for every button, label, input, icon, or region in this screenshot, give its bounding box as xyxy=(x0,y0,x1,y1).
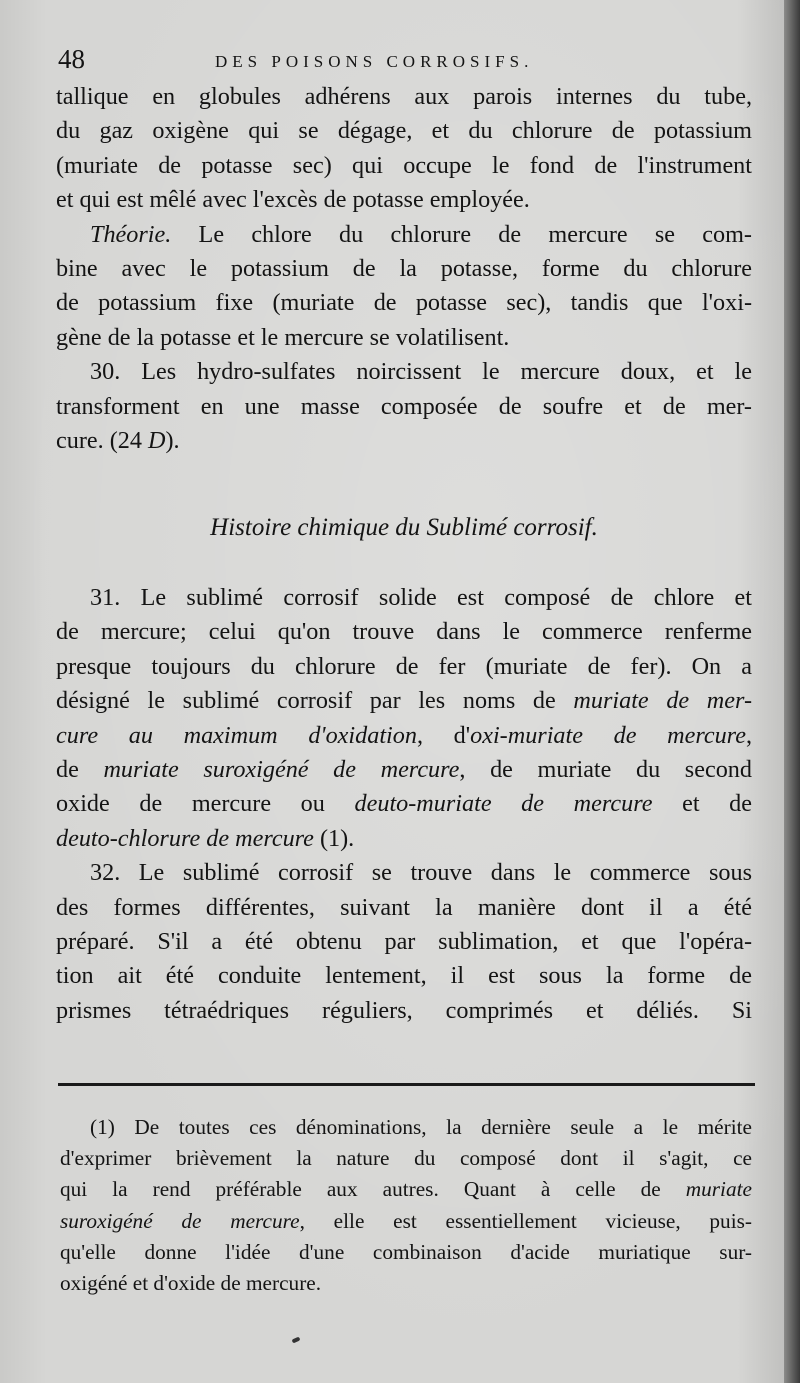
text-line: bine avec le potassium de la potasse, forme du chlorure xyxy=(56,254,752,282)
text-line: de mercure; celui qu'on trouve dans le commerce renferme xyxy=(56,618,752,646)
text-line: de potassium fixe (muriate de potasse sec), tandis que l'oxi- xyxy=(56,289,752,317)
text-line: cure au maximum d'oxidation, d'oxi-muriate de mercure, xyxy=(56,721,752,749)
text-line: presque toujours du chlorure de fer (muriate de fer). On a xyxy=(56,652,752,680)
text-line: et qui est mêlé avec l'excès de potasse employée. xyxy=(56,186,530,214)
text-line: du gaz oxigène qui se dégage, et du chlorure de potassium xyxy=(56,117,752,145)
page-edge-shadow xyxy=(784,0,800,1383)
section-heading: Histoire chimique du Sublimé corrosif. xyxy=(210,514,598,541)
text-line: tion ait été conduite lentement, il est sous la forme de xyxy=(56,962,752,990)
text-line: transforment en une masse composée de soufre et de mer- xyxy=(56,392,752,420)
text-line: tallique en globules adhérens aux parois internes du tube, xyxy=(56,83,752,110)
footnote-line: suroxigéné de mercure, elle est essentiellement vicieuse, puis- xyxy=(60,1208,752,1233)
text-line: Théorie. Le chlore du chlorure de mercure se com- xyxy=(90,220,752,248)
running-head xyxy=(58,44,758,80)
text-line: 31. Le sublimé corrosif solide est composé de chlore et xyxy=(90,584,752,611)
text-line: deuto-chlorure de mercure (1). xyxy=(56,824,355,852)
footnote-line: oxigéné et d'oxide de mercure. xyxy=(60,1270,322,1295)
body-text-bottom xyxy=(56,581,752,1028)
text-line: des formes différentes, suivant la manière dont il a été xyxy=(56,893,752,921)
page-number: 48 xyxy=(58,44,85,74)
text-line: cure. (24 D). xyxy=(56,426,180,454)
footnote-divider xyxy=(58,1083,755,1086)
footnote-line: qu'elle donne l'idée d'une combinaison d'acide muriatique sur- xyxy=(60,1239,752,1264)
body-text-top xyxy=(56,80,752,458)
text-line: 32. Le sublimé corrosif se trouve dans le commerce sous xyxy=(90,859,752,887)
ink-speck xyxy=(292,1336,301,1343)
footnote xyxy=(60,1112,752,1299)
text-line: gène de la potasse et le mercure se volatilisent. xyxy=(56,323,510,351)
running-title: DES POISONS CORROSIFS. xyxy=(215,52,534,71)
text-line: prismes tétraédriques réguliers, comprimés et déliés. Si xyxy=(56,996,752,1024)
text-line: de muriate suroxigéné de mercure, de muriate du second xyxy=(56,755,752,783)
footnote-line: d'exprimer brièvement la nature du composé dont il s'agit, ce xyxy=(60,1146,752,1171)
text-line: oxide de mercure ou deuto-muriate de mercure et de xyxy=(56,790,752,818)
footnote-line: (1) De toutes ces dénominations, la dernière seule a le mérite xyxy=(90,1115,752,1139)
footnote-line: qui la rend préférable aux autres. Quant à celle de muriate xyxy=(60,1177,752,1202)
text-line: désigné le sublimé corrosif par les noms de muriate de mer- xyxy=(56,687,752,715)
text-line: préparé. S'il a été obtenu par sublimation, et que l'opéra- xyxy=(56,927,752,955)
text-line: 30. Les hydro-sulfates noircissent le mercure doux, et le xyxy=(90,358,752,386)
text-line: (muriate de potasse sec) qui occupe le fond de l'instrument xyxy=(56,151,752,179)
